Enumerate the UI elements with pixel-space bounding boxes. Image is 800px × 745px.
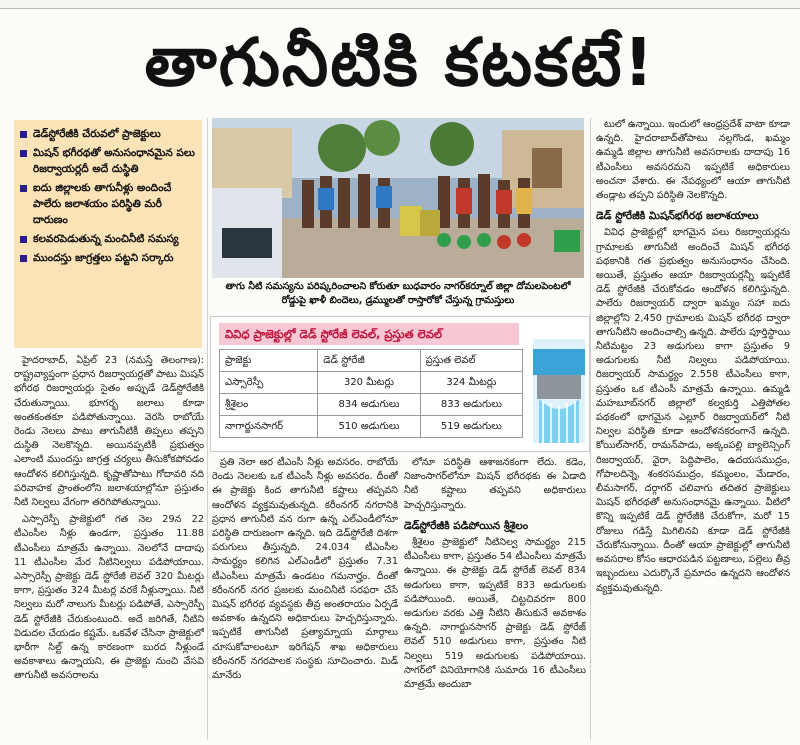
paragraph: ప్రతి నెలా ఆర టీఎంసీ నీళ్లు అవసరం. రాబోయే రెండు నెలలకు ఒక టీఎంసీ నీళ్లు అవసరం. దీంతో ఈ ప్రాజెక్టు కింద తాగునీటి కష్టాలు తప్పవని ఆందోళన వ్యక్తమవుతున్నది. కరీంనగర్‌ నగరానికి ప్రధాన తాగునీటి వన రుగా ఉన్న ఎల్‌ఎండీలోనూ పరిస్థితి దారుణంగా ఉన్నది. ఇది డెడ్‌స్టోరేజీ దిశగా పరుగులు తీస్తున్నది. 24.034 టీఎంసీల సామర్థ్యం కలిగిన ఎల్‌ఎండీలో ప్రస్తుతం 7.31 టీఎంసీలు మాత్రమే ఉండటం గమనార్హం. దీంతో కరీంనగర్‌ నగర ప్రజలకు మంచినీటి సరఫరా చేసే మిషన్‌ భగీరథ వ్యవస్థకు తీవ్ర అంతరాయం ఏర్పడే అవకాశం ఉన్నదని అధికారులు హెచ్చరిస్తున్నారు. ఇప్పటికే తాగునీటి ప్రత్యామ్నాయ మార్గాలు చూసుకోవాలంటూ ఇరిగేషన్‌ శాఖ అధికారులు కరీంనగర్‌ నగరపాలక సంస్థకు సూచించారు. మిడ్‌ మానేరు: [212, 457, 398, 682]
table-header: డెడ్‌ స్టోరేజీ: [318, 350, 420, 372]
table-row: [220, 372, 523, 394]
levels-table-box: [210, 316, 590, 452]
highlights-list: [20, 126, 196, 266]
article-column-4: [596, 118, 790, 742]
table-cell: ఎస్సారెస్పీ: [220, 372, 318, 394]
table-header-row: [220, 350, 523, 372]
table-cell: 324 మీటర్లు: [420, 372, 522, 394]
table-header: ప్రాజెక్టు: [220, 350, 318, 372]
paragraph: ఎస్సారెస్పీ ప్రాజెక్టులో గత నెల 29న 22 టీఎంసీల నీళ్లు ఉండగా, ప్రస్తుతం 11.88 టీఎంసీలు మాత్రమే ఉన్నాయి. నెలలోనే దాదాపు 11 టీఎంసీల మేర నీటినిల్వలు పడిపోయాయి. ఎస్సారెస్పీ ప్రాజెక్టు డెడ్‌ స్టోరేజీ లెవల్‌ 320 మీటర్లు కాగా, ప్రస్తుతం 324 మీటర్ల వరకే నీళ్లున్నాయి. నీటి నిల్వలు మరో నాలుగు మీటర్లు పడిపోతే, ఎస్సారెస్పీ డెడ్‌ స్టోరేజీకి చేరుకుంటుంది. అదే జరిగితే, నీటిని విడుదల చేయడం కష్టమే. ఒకవేళ చేసినా ప్రాజెక్టులో భారీగా సిల్ట్‌ ఉన్న కారణంగా బురద నీళ్లుండే అవకాశాలు ఉన్నాయని, ఈ ప్రాజెక్టు నుంచి వేసవి తాగునీటి అవసరాలను: [14, 514, 204, 682]
table-header: ప్రస్తుత లెవల్‌: [420, 350, 522, 372]
article-column-3: [404, 456, 586, 742]
section-subhead: డెడ్‌ స్టోరేజీకి మిషన్‌భగీరథ జలాశయాలు: [596, 210, 759, 223]
table-cell: 510 అడుగులు: [318, 416, 420, 438]
headline: తాగునీటికి కటకటే!: [144, 23, 656, 101]
table-cell: 519 అడుగులు: [420, 416, 522, 438]
column-divider: [590, 118, 591, 740]
protest-photo-illustration: [212, 118, 584, 278]
column-divider: [207, 118, 208, 740]
table-row: [220, 416, 523, 438]
article-column-1: [14, 354, 204, 742]
highlight-item: ముందస్తు జాగ్రత్తలు పట్టని సర్కారు: [20, 250, 196, 266]
paragraph: లోనూ పరిస్థితి ఆశాజనకంగా లేదు. కడెం, నిజాంసాగర్‌లోనూ మిషన్‌ భగీరథకు ఈ ఏడాది నీటి కష్టాలు తప్పవని అధికారులు హెచ్చరిస్తున్నారు.: [404, 457, 586, 511]
article-column-2: [212, 456, 398, 742]
section-subhead: డెడ్‌స్టోరేజీకి పడిపోయిన శ్రీశైలం: [404, 519, 529, 532]
paragraph: హైదరాబాద్‌, ఏప్రిల్‌ 23 (నమస్తే తెలంగాణ): రాష్ట్రవ్యాప్తంగా ప్రధాన రిజర్వాయర్లతో పాటు మిషన్‌ భగీరథ రిజర్వాయర్లు సైతం అప్పుడే డెడ్‌స్టోరేజీకి చేరుతున్నాయి. భూగర్భ జలాలు కూడా అంతకంతకూ పడిపోతున్నాయి. వెరసి రాబోయే రెండు నెలలు పాటు తాగునీటికీ తిప్పలు తప్పని దుస్థితి నెలకొన్నది. అయినప్పటికీ ప్రభుత్వం ఎలాంటి ముందస్తు జాగ్రత్త చర్యలు తీసుకోకపోవడం ఆందోళన కలిగిస్తున్నది. కృష్ణాతోపాటు గోదావరి నది పరివాహక ప్రాంతంలోని జలాశయాల్లోనూ ప్రస్తుతం నీటి నిల్వలు వేగంగా తరిగిపోతున్నాయి.: [14, 355, 204, 509]
paragraph: టులో ఉన్నాయి. ఇందులో ఆంధ్రప్రదేశ్‌ వాటా కూడా ఉన్నది. హైదరాబాద్‌తోపాటు నల్లగొండ, ఖమ్మం ఉమ్మడి జిల్లాల తాగునీటి అవసరాలకు దాదాపు 16 టీఎంసీలు అవసరమని ఇప్పటికే అధికారులు అంచనా వేశారు. ఈ నేపథ్యంలో ఆయా తాగునీటి తండ్లాట తప్పని పరిస్థితి నెలకొన్నది.: [596, 119, 790, 202]
paragraph: వివిధ ప్రాజెక్టుల్లో భాగమైన పలు రిజర్వాయర్లను గ్రామాలకు తాగునీటి అందించే మిషన్‌ భగీరథ పథకానికి గత ప్రభుత్వం అనుసంధానం చేసింది. అయితే, ప్రస్తుతం ఆయా రిజర్వాయర్లన్నీ ఇప్పటికే డెడ్‌ స్టోరేజీకి చేరుకోవడం ఆందోళన కలిగిస్తున్నది. పాలేరు రిజర్వాయర్‌ ద్వారా ఖమ్మం సహా ఐదు జిల్లాల్లోని 2,450 గ్రామాలకు మిషన్‌ భగీరథ ద్వారా తాగునీటిని అందించాల్సి ఉన్నది. పాలేరు పూర్తిస్థాయి నీటిమట్టం 23 అడుగులు కాగా ప్రస్తుతం 9 అడుగులకు నీటి నిల్వలు పడిపోయాయి. రిజర్వాయర్‌ సామర్థ్యం 2.558 టీఎంసీలు కాగా, ప్రస్తుతం ఒక టీఎంసీ మాత్రమే ఉన్నాయి. ఉమ్మడి మహబూబ్‌నగర్‌ జిల్లాలో కల్వకుర్తి ఎత్తిపోతల పథకంలో భాగమైన ఎల్లూర్‌ రిజర్వాయర్‌లో నీటి నిల్వల పరిస్థితి కూడా ఆందోళనకరంగానే ఉన్నది. కోయిల్‌సాగర్‌, రామన్‌పాడు, అక్కంపల్లి బ్యాలెన్సింగ్‌ రిజర్వాయర్‌, వైరా, పెద్దిపాలెం, ఉదయసముద్రం, గోపాలదిన్నె, శంకరసముద్రం, కమ్మంలం, మేడారం, లీమసాగర్‌, దర్గాగర్‌ చలివాగు తదితర ప్రాజెక్టులు మిషన్‌ భగీరథతో అనుసంధానమై ఉన్నాయి. వీటిలో కొన్ని ఇప్పటికే డెడ్‌ స్టోరేజీకి చేరుకోగా, మరో 15 రోజులు గడిస్తే మిగిలినవి కూడా డెడ్‌ స్టోరేజీకి చేరుకోనున్నాయి. దీంతో ఆయా ప్రాజెక్టుల్లో తాగునీటి అవసరాల కోసం ఆధారపడిన పట్టణాలు, పల్లెలు తీవ్ర ఇబ్బందులు ఎదుర్కొనే ప్రమాదం ఉన్నదని ఆందోళన వ్యక్తమవుతున్నది.: [596, 227, 790, 594]
news-photo: [212, 118, 584, 278]
dam-illustration: [533, 339, 585, 443]
table-cell: 320 మీటర్లు: [318, 372, 420, 394]
highlight-item: మిషన్‌ భగీరథతో అనుసంధానమైన పలు రిజర్వాయర్లదీ అదే దుస్థితి: [20, 145, 196, 177]
highlight-item: డెడ్‌స్టోరేజీకి చేరువలో ప్రాజెక్టులు: [20, 126, 196, 142]
highlight-item: కలవరపెడుతున్న మంచినీటి సమస్య: [20, 231, 196, 247]
highlights-box: [14, 120, 202, 348]
table-row: [220, 394, 523, 416]
table-cell: 834 అడుగులు: [318, 394, 420, 416]
paragraph: శ్రీశైలం ప్రాజెక్టులో నీటినిల్వ సామర్థ్యం 215 టీఎంసీలు కాగా, ప్రస్తుతం 54 టీఎంసీలు మాత్రమే ఉన్నాయి. ఈ ప్రాజెక్టు డెడ్‌ స్టోరేజ్‌ లెవల్‌ 834 అడుగులు కాగా, ఇప్పటికే 833 అడుగులకు పడిపోయింది. అయితే, చిట్టచివరగా 800 అడుగుల వరకు ఎత్తి నీటిని తీసుకునే అవకాశం ఉన్నది. నాగార్జునసాగర్‌ ప్రాజెక్టు డెడ్‌ స్టోరేజ్‌ లెవల్‌ 510 అడుగులు కాగా, ప్రస్తుతం నీటి నిల్వలు 519 అడుగులకు పడిపోయాయి. సాగర్‌లో వినియోగానికి సుమారు 16 టీఎంసీలు మాత్రమే అందుబా: [404, 537, 586, 691]
table-title: వివిధ ప్రాజెక్టుల్లో డెడ్‌ స్టోరేజీ లెవల్‌, ప్రస్తుత లెవల్‌: [219, 323, 519, 345]
table-cell: 833 అడుగులు: [420, 394, 522, 416]
table-cell: నాగార్జునసాగర్‌: [220, 416, 318, 438]
levels-table: [219, 349, 523, 438]
table-cell: శ్రీశైలం: [220, 394, 318, 416]
top-strip: [0, 0, 800, 9]
highlight-item: ఐదు జిల్లాలకు తాగునీళ్లు అందించే పాలేరు జలాశయం పరిస్థితి మరీ దారుణం: [20, 180, 196, 228]
photo-caption: తాగు నీటి సమస్యను పరిష్కరించాలని కోరుతూ బుధవారం నాగర్‌కర్నూల్‌ జిల్లా దోమలపెంటలో రోడ్డుపై ఖాళీ బిందెలు, డ్రమ్ములతో రాస్తారోకో చేస్తున్న గ్రామస్తులు: [225, 281, 571, 306]
